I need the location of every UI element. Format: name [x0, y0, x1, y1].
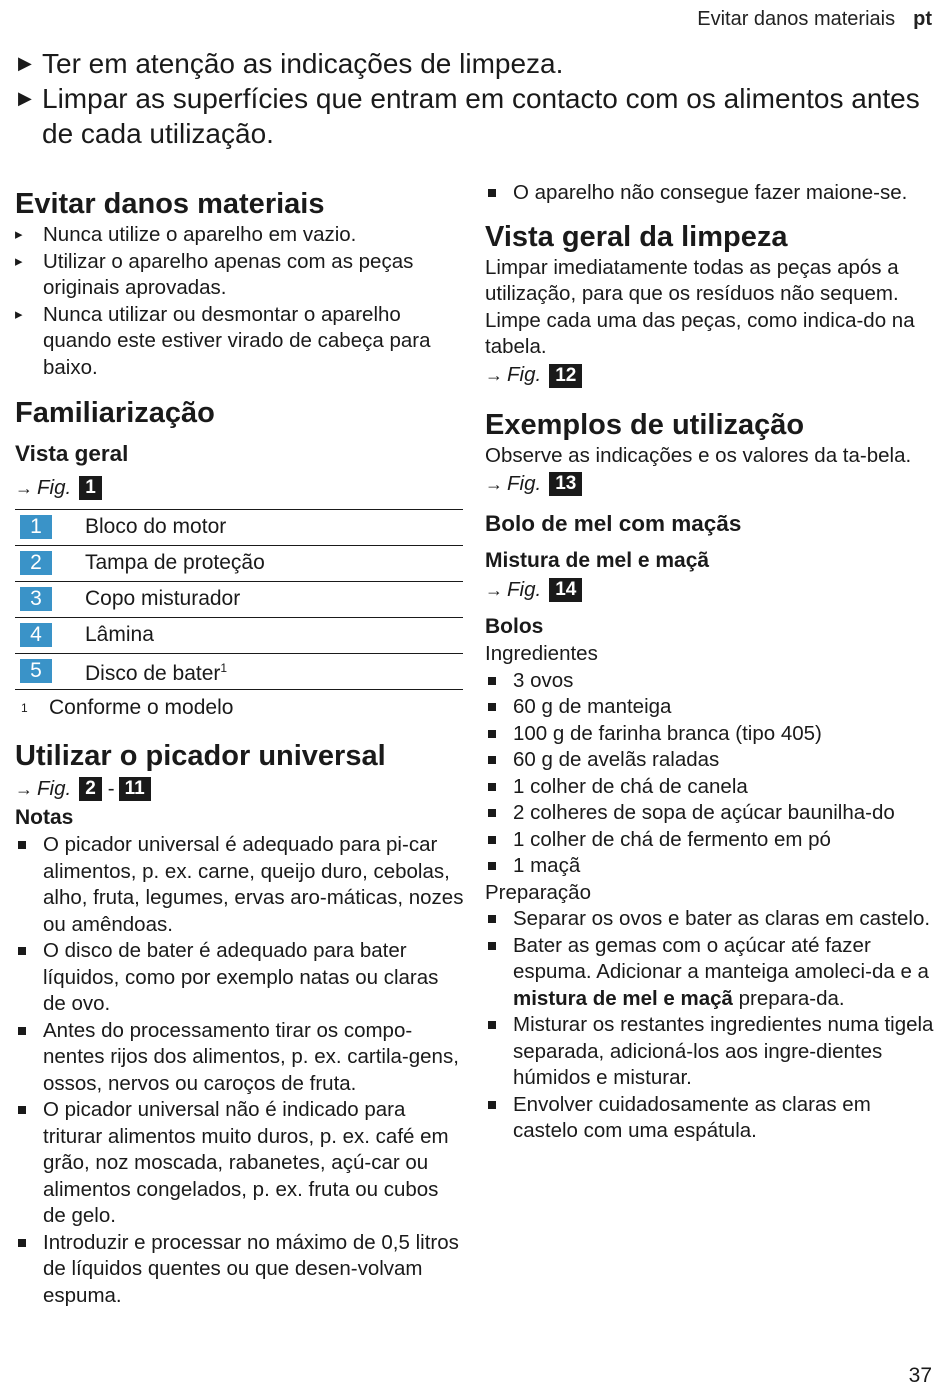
intro-instructions — [18, 46, 938, 151]
fig-range-separator: - — [107, 776, 115, 800]
parts-table — [15, 509, 463, 690]
list-item: O picador universal não é indicado para triturar alimentos muito duros, p. ex. café em grão, noz moscada, rabanetes, açú-car ou alimentos congelados, p. ex. fruta ou cubos de gelo. — [15, 1097, 465, 1230]
part-name: Tampa de proteção — [85, 551, 265, 575]
list-item: 1 maçã — [485, 853, 935, 880]
prep-text: Bater as gemas com o açúcar até fazer espuma. Adicionar a manteiga amoleci-da e a — [513, 933, 929, 983]
fig-number-badge: 13 — [549, 472, 582, 496]
table-row — [15, 582, 463, 618]
notes-title: Notas — [15, 806, 74, 829]
table-footnote — [15, 690, 465, 726]
arrow-right-icon: → — [485, 579, 503, 600]
figure-reference — [485, 469, 935, 499]
preparation-label: Preparação — [485, 880, 591, 904]
section-title-cleaning: Vista geral da limpeza — [485, 220, 788, 253]
fig-number-badge: 2 — [79, 777, 102, 801]
header-section-title: Evitar danos materiais — [697, 8, 896, 30]
part-name: Bloco do motor — [85, 515, 227, 539]
triangle-bullet-icon: ▶ — [18, 88, 32, 108]
part-name: Copo misturador — [85, 587, 241, 611]
examples-paragraph: Observe as indicações e os valores da ta-bela. — [485, 443, 912, 467]
list-item: Antes do processamento tirar os compo-nentes rijos dos alimentos, p. ex. cartila-gens, ossos, nervos ou caroços de fruta. — [15, 1018, 465, 1098]
table-row — [15, 546, 463, 582]
mix-title: Mistura de mel e maçã — [485, 549, 710, 572]
fig-label: Fig. — [37, 475, 72, 499]
section-title-chopper: Utilizar o picador universal — [15, 740, 386, 772]
footnote-marker: 1 — [220, 661, 228, 676]
list-item — [485, 933, 935, 1013]
page-number: 37 — [908, 1364, 932, 1387]
figure-reference — [485, 361, 935, 391]
section-title-examples: Exemplos de utilização — [485, 408, 805, 441]
list-item: 3 ovos — [485, 668, 935, 695]
recipe-title: Bolo de mel com maçãs — [485, 511, 742, 536]
table-row — [15, 510, 463, 546]
list-item: ▸ Nunca utilize o aparelho em vazio. — [15, 222, 465, 249]
ingredients-list — [485, 668, 935, 880]
continued-notes-list — [485, 180, 935, 207]
list-item: O disco de bater é adequado para bater líquidos, como por exemplo natas ou claras de ovo. — [15, 938, 465, 1018]
part-number-badge: 1 — [20, 515, 52, 539]
part-number-badge: 4 — [20, 623, 52, 647]
footnote-text: Conforme o modelo — [49, 695, 234, 719]
fig-label: Fig. — [507, 363, 542, 387]
fig-label: Fig. — [37, 776, 72, 800]
subsection-title-overview: Vista geral — [15, 441, 129, 466]
table-row — [15, 618, 463, 654]
figure-range-reference — [15, 774, 465, 804]
footnote-mark: 1 — [21, 700, 28, 715]
list-item: 60 g de manteiga — [485, 694, 935, 721]
intro-item — [18, 46, 938, 81]
left-column — [15, 186, 465, 1309]
part-number-badge: 3 — [20, 587, 52, 611]
arrow-right-icon: → — [485, 365, 503, 386]
intro-item-text: Ter em atenção as indicações de limpeza. — [42, 48, 564, 79]
page-header — [697, 8, 932, 31]
section-title-familiarization: Familiarização — [15, 397, 215, 429]
cleaning-paragraph: Limpar imediatamente todas as peças após a utilização, para que os resíduos não sequem. — [485, 255, 899, 305]
table-row — [15, 654, 463, 690]
cleaning-paragraph: Limpe cada uma das peças, como indica-do na tabela. — [485, 308, 915, 358]
cake-title: Bolos — [485, 615, 544, 638]
fig-number-badge: 1 — [79, 476, 102, 500]
preparation-list — [485, 906, 935, 1145]
list-item: 60 g de avelãs raladas — [485, 747, 935, 774]
right-column — [485, 180, 935, 1145]
fig-number-badge: 11 — [119, 777, 151, 801]
list-item: Separar os ovos e bater as claras em castelo. — [485, 906, 935, 933]
triangle-bullet-icon: ▶ — [18, 53, 32, 73]
list-item: Misturar os restantes ingredientes numa tigela separada, adicioná-los aos ingre-dientes húmidos e misturar. — [485, 1012, 935, 1092]
intro-item-text: Limpar as superfícies que entram em contacto com os alimentos antes de cada utilização. — [42, 83, 920, 149]
part-number-badge: 5 — [20, 659, 52, 683]
list-item: O picador universal é adequado para pi-car alimentos, p. ex. carne, queijo duro, cebolas, alho, fruta, legumes, ervas aro-máticas, nozes ou amêndoas. — [15, 832, 465, 938]
list-item: ▸ Nunca utilizar ou desmontar o aparelho quando este estiver virado de cabeça para baixo. — [15, 302, 465, 382]
damage-list — [15, 222, 465, 381]
figure-reference — [15, 473, 465, 503]
prep-text: prepara-da. — [732, 986, 845, 1010]
part-name: Disco de bater — [85, 662, 221, 686]
header-language-code: pt — [913, 8, 932, 30]
list-item: O aparelho não consegue fazer maione-se. — [485, 180, 935, 207]
list-item: ▸ Utilizar o aparelho apenas com as peças originais aprovadas. — [15, 249, 465, 302]
list-item: 2 colheres de sopa de açúcar baunilha-do — [485, 800, 935, 827]
arrow-right-icon: → — [485, 473, 503, 494]
list-item: 1 colher de chá de canela — [485, 774, 935, 801]
arrow-right-icon: → — [15, 778, 33, 799]
fig-number-badge: 12 — [549, 364, 582, 388]
prep-bold-text: mistura de mel e maçã — [513, 986, 733, 1010]
ingredients-label: Ingredientes — [485, 642, 598, 665]
list-item: Introduzir e processar no máximo de 0,5 litros de líquidos quentes ou que desen-volvam espuma. — [15, 1230, 465, 1310]
list-item: Envolver cuidadosamente as claras em castelo com uma espátula. — [485, 1092, 935, 1145]
notes-list — [15, 832, 465, 1309]
section-title-damage: Evitar danos materiais — [15, 188, 325, 220]
part-name: Lâmina — [85, 623, 154, 647]
arrow-right-icon: → — [15, 477, 33, 498]
fig-label: Fig. — [507, 577, 542, 601]
list-item: 100 g de farinha branca (tipo 405) — [485, 721, 935, 748]
part-number-badge: 2 — [20, 551, 52, 575]
figure-reference — [485, 575, 935, 605]
fig-number-badge: 14 — [549, 578, 582, 602]
intro-item — [18, 81, 938, 151]
list-item: 1 colher de chá de fermento em pó — [485, 827, 935, 854]
fig-label: Fig. — [507, 471, 542, 495]
